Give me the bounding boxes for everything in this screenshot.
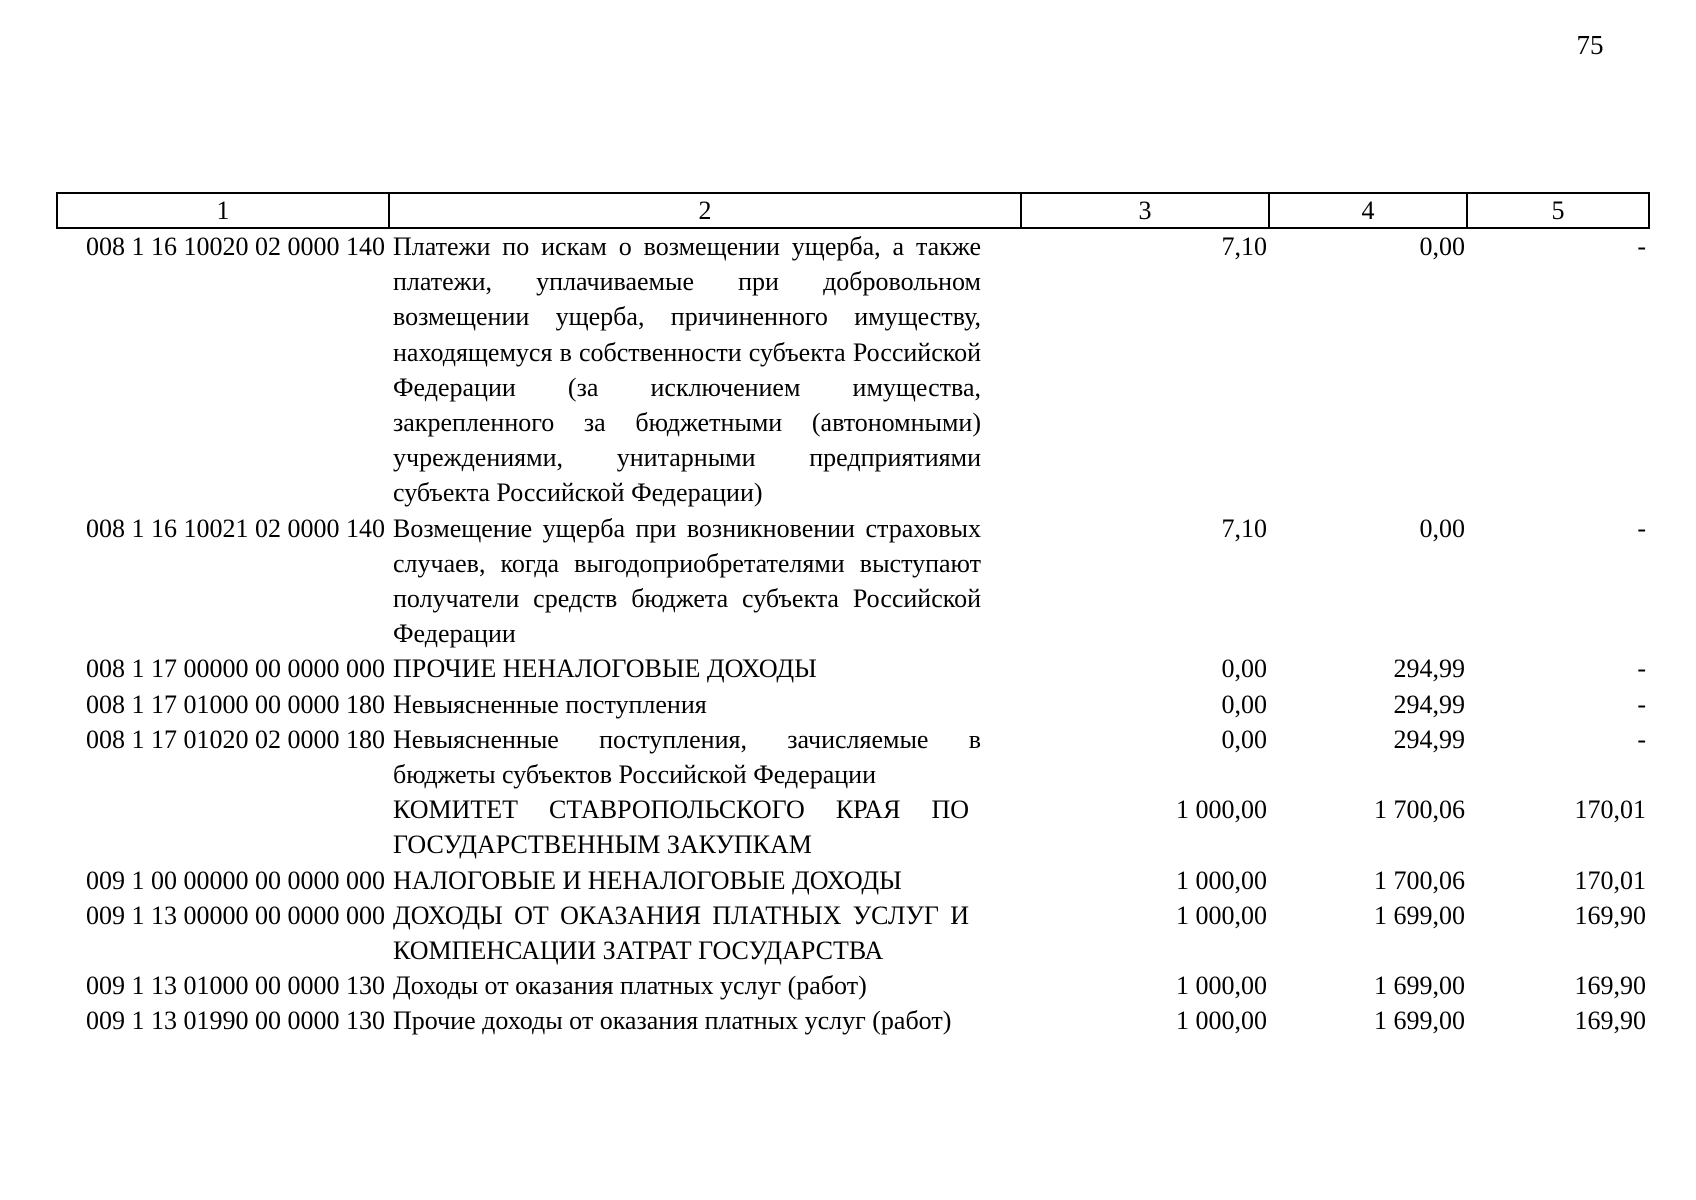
value-col-4: 1 700,06 — [1374, 865, 1465, 895]
budget-code — [57, 792, 389, 862]
budget-code: 008 1 16 10020 02 0000 140 — [86, 232, 385, 261]
revenue-name: Невыясненные поступления, зачисляемые в бюджеты субъектов Российской Федерации — [393, 724, 981, 790]
page-number: 75 — [1576, 30, 1604, 60]
budget-code: 008 1 17 01020 02 0000 180 — [86, 724, 385, 754]
value-col-3: 1 000,00 — [1176, 865, 1267, 895]
value-col-4: 294,99 — [1393, 724, 1465, 754]
value-col-4: 1 699,00 — [1374, 900, 1465, 930]
table-row — [57, 1003, 1649, 1038]
revenue-name: КОМИТЕТ СТАВРОПОЛЬСКОГО КРАЯ ПО ГОСУДАРСТВЕННЫМ ЗАКУПКАМ — [393, 795, 969, 860]
column-header-3: 3 — [1021, 193, 1269, 228]
value-col-3: 1 000,00 — [1176, 900, 1267, 930]
budget-table — [56, 192, 1650, 1039]
column-header-2: 2 — [389, 193, 1021, 228]
table-row — [57, 863, 1649, 898]
value-col-3: 1 000,00 — [1176, 795, 1267, 825]
value-col-4: 294,99 — [1393, 689, 1465, 719]
value-col-5: - — [1637, 654, 1646, 684]
budget-code: 008 1 16 10021 02 0000 140 — [86, 513, 385, 543]
value-col-4: 1 699,00 — [1374, 971, 1465, 1001]
table-row — [57, 687, 1649, 722]
budget-code: 008 1 17 01000 00 0000 180 — [86, 689, 385, 719]
revenue-name: ДОХОДЫ ОТ ОКАЗАНИЯ ПЛАТНЫХ УСЛУГ И КОМПЕНСАЦИИ ЗАТРАТ ГОСУДАРСТВА — [393, 900, 969, 966]
value-col-4: 294,99 — [1393, 654, 1465, 684]
table-row — [57, 228, 1649, 511]
table-row — [57, 898, 1649, 968]
table-row — [57, 792, 1649, 862]
revenue-name: Платежи по искам о возмещении ущерба, а также платежи, уплачиваемые при добровольном возмещении ущерба, причиненного имуществу, находящемуся в собственности субъекта Российской Федерации (за исключением имущества, закрепленного за бюджетными (автономными) учреждениями, унитарными предприятиями субъекта Российской Федерации) — [393, 232, 981, 508]
table-row — [57, 651, 1649, 686]
revenue-name: Невыясненные поступления — [393, 689, 707, 719]
value-col-3: 1 000,00 — [1176, 1006, 1267, 1036]
value-col-3: 0,00 — [1221, 724, 1267, 754]
budget-code: 009 1 13 01990 00 0000 130 — [86, 1006, 385, 1036]
value-col-4: 0,00 — [1419, 232, 1465, 261]
column-header-1: 1 — [57, 193, 389, 228]
table-row — [57, 722, 1649, 792]
column-header-5: 5 — [1467, 193, 1649, 228]
value-col-5: 169,90 — [1574, 900, 1646, 930]
table-row — [57, 511, 1649, 652]
budget-code: 008 1 17 00000 00 0000 000 — [86, 654, 385, 684]
value-col-3: 0,00 — [1221, 689, 1267, 719]
value-col-3: 7,10 — [1221, 232, 1267, 261]
table-body — [57, 228, 1649, 1039]
value-col-3: 0,00 — [1221, 654, 1267, 684]
value-col-5: - — [1637, 232, 1646, 261]
revenue-name: Доходы от оказания платных услуг (работ) — [393, 971, 867, 1001]
revenue-name: Возмещение ущерба при возникновении страховых случаев, когда выгодоприобретателями выступают получатели средств бюджета субъекта Российской Федерации — [393, 513, 981, 649]
budget-code: 009 1 13 01000 00 0000 130 — [86, 971, 385, 1001]
header-row — [57, 193, 1649, 228]
value-col-4: 0,00 — [1419, 513, 1465, 543]
value-col-5: - — [1637, 689, 1646, 719]
budget-code: 009 1 00 00000 00 0000 000 — [86, 865, 385, 895]
value-col-5: 170,01 — [1574, 795, 1646, 825]
revenue-name: Прочие доходы от оказания платных услуг (работ) — [393, 1006, 952, 1036]
value-col-4: 1 700,06 — [1374, 795, 1465, 825]
budget-code: 009 1 13 00000 00 0000 000 — [86, 900, 385, 930]
revenue-name: НАЛОГОВЫЕ И НЕНАЛОГОВЫЕ ДОХОДЫ — [393, 865, 902, 895]
value-col-3: 1 000,00 — [1176, 971, 1267, 1001]
value-col-4: 1 699,00 — [1374, 1006, 1465, 1036]
value-col-5: 170,01 — [1574, 865, 1646, 895]
table-header — [57, 193, 1649, 228]
value-col-3: 7,10 — [1221, 513, 1267, 543]
revenue-name: ПРОЧИЕ НЕНАЛОГОВЫЕ ДОХОДЫ — [393, 654, 817, 684]
value-col-5: 169,90 — [1574, 1006, 1646, 1036]
column-header-4: 4 — [1269, 193, 1467, 228]
value-col-5: 169,90 — [1574, 971, 1646, 1001]
value-col-5: - — [1637, 724, 1646, 754]
value-col-5: - — [1637, 513, 1646, 543]
table-row — [57, 968, 1649, 1003]
